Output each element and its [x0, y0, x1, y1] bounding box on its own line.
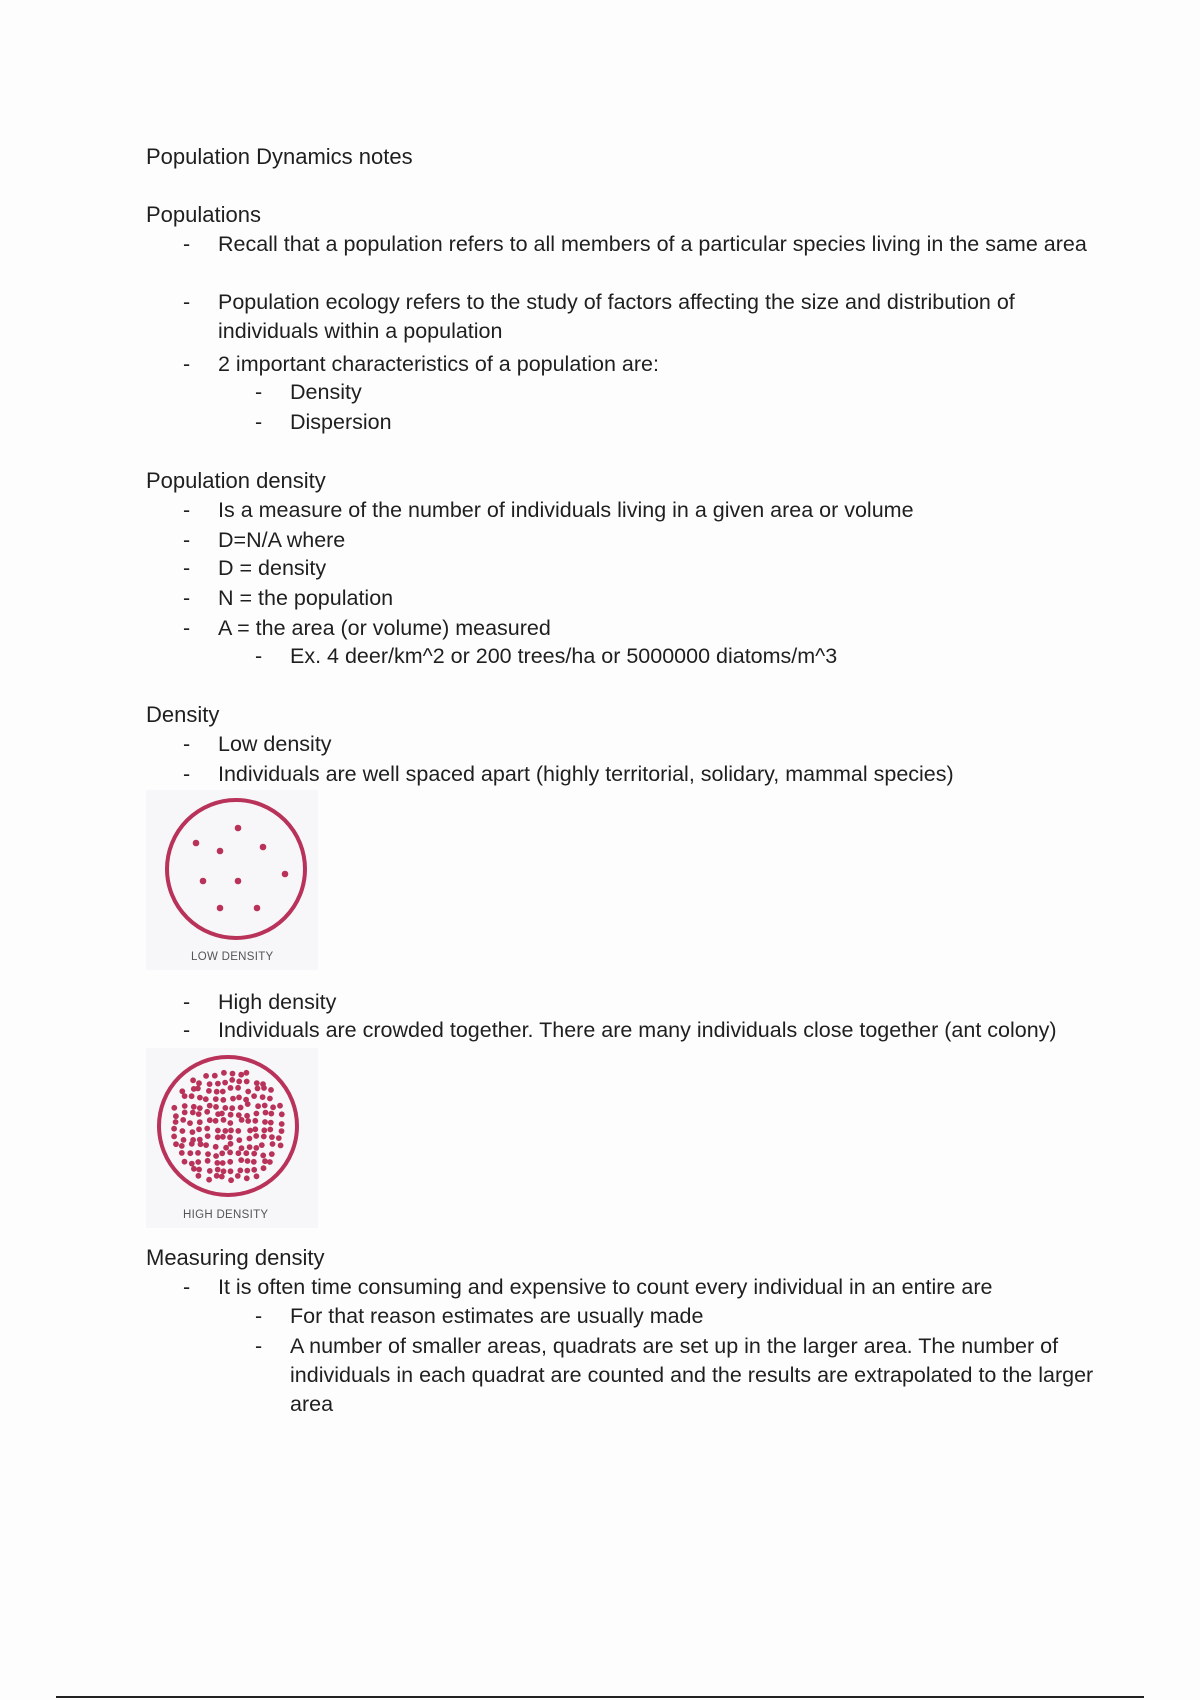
individual-dot — [276, 1135, 282, 1141]
individual-dot — [181, 1137, 187, 1143]
individual-dot — [204, 1126, 210, 1132]
individual-dot — [254, 905, 261, 912]
individual-dot — [253, 1145, 259, 1151]
individual-dot — [247, 1144, 253, 1150]
individual-dot — [213, 1118, 219, 1124]
high-density-figure — [146, 1048, 318, 1228]
individual-dot — [228, 1141, 234, 1147]
individual-dot — [182, 1103, 188, 1109]
list-item-text: Individuals are crowded together. There are many individuals close together (ant colony) — [218, 1018, 1057, 1042]
list-item-text: Recall that a population refers to all members of a particular species living in the same area — [218, 232, 1087, 256]
individual-dot — [227, 1120, 233, 1126]
individual-dot — [262, 1119, 268, 1125]
bullet-dash: - — [183, 732, 191, 756]
individual-dot — [260, 1094, 266, 1100]
individual-dot — [191, 1104, 197, 1110]
individual-dot — [254, 1173, 260, 1179]
individual-dot — [255, 1086, 261, 1092]
individual-dot — [195, 1150, 201, 1156]
individual-dot — [262, 1158, 268, 1164]
individual-dot — [206, 1088, 212, 1094]
individual-dot — [182, 1093, 188, 1099]
individual-dot — [260, 1153, 266, 1159]
high-density-diagram — [146, 1048, 318, 1198]
individual-dot — [229, 1105, 235, 1111]
individual-dot — [179, 1150, 185, 1156]
individual-dot — [219, 1150, 225, 1156]
individual-dot — [195, 1159, 201, 1165]
list-item-text: D=N/A where — [218, 528, 346, 552]
individual-dot — [269, 1151, 275, 1157]
individual-dot — [267, 1096, 273, 1102]
individual-dot — [252, 1126, 258, 1132]
individual-dot — [268, 1087, 274, 1093]
individual-dot — [270, 1141, 276, 1147]
individual-dot — [187, 1150, 193, 1156]
individual-dot — [245, 1101, 251, 1107]
individual-dot — [217, 905, 224, 912]
individual-dot — [237, 1168, 243, 1174]
individual-dot — [268, 1111, 274, 1117]
individual-dot — [222, 1105, 228, 1111]
individual-dot — [244, 1079, 250, 1085]
sub-list-item — [255, 1302, 1110, 1331]
individual-dot — [279, 1121, 285, 1127]
list-item-text: N = the population — [218, 586, 394, 610]
individual-dot — [171, 1105, 177, 1111]
individual-dot — [238, 1157, 244, 1163]
individual-dot — [203, 1096, 209, 1102]
individual-dot — [251, 1167, 257, 1173]
individual-dot — [196, 1080, 202, 1086]
individual-dot — [227, 1134, 233, 1140]
individual-dot — [182, 1110, 188, 1116]
list-item-text: Is a measure of the number of individuals living in a given area or volume — [218, 498, 914, 522]
bullet-dash: - — [255, 644, 263, 668]
list-item-text: 2 important characteristics of a population are: — [218, 352, 659, 376]
individual-dot — [213, 1104, 219, 1110]
list-item-text: Low density — [218, 732, 332, 756]
bullet-dash: - — [183, 352, 191, 376]
section-heading-measuring-density: Measuring density — [146, 1245, 325, 1270]
bullet-dash: - — [255, 1304, 263, 1328]
individual-dot — [236, 1150, 242, 1156]
individual-dot — [235, 825, 242, 832]
individual-dot — [254, 1080, 260, 1086]
sub-list-item — [255, 408, 1110, 437]
list-item — [183, 496, 1098, 525]
individual-dot — [180, 1117, 186, 1123]
individual-dot — [247, 1128, 253, 1134]
individual-dot — [189, 1141, 195, 1147]
individual-dot — [219, 1111, 225, 1117]
bullet-dash: - — [183, 1018, 191, 1042]
individual-dot — [195, 1086, 201, 1092]
individual-dot — [173, 1141, 179, 1147]
individual-dot — [215, 1081, 221, 1087]
list-item — [183, 288, 1098, 346]
individual-dot — [204, 1109, 210, 1115]
individual-dot — [228, 1128, 234, 1134]
individual-dot — [180, 1128, 186, 1134]
individual-dot — [207, 1081, 213, 1087]
list-item — [183, 526, 1098, 555]
list-item — [183, 760, 1098, 789]
individual-dot — [220, 1089, 226, 1095]
individual-dot — [244, 1168, 250, 1174]
individual-dot — [200, 878, 207, 885]
individual-dot — [227, 1159, 233, 1165]
individual-dot — [222, 1080, 228, 1086]
individual-dot — [244, 1113, 250, 1119]
individual-dot — [251, 1159, 257, 1165]
individual-dot — [221, 1117, 227, 1123]
individual-dot — [245, 1118, 251, 1124]
individual-dot — [236, 1137, 242, 1143]
individual-dot — [196, 1126, 202, 1132]
bullet-dash: - — [183, 556, 191, 580]
list-item — [183, 1273, 1098, 1302]
list-item — [183, 584, 1098, 613]
list-item-text: It is often time consuming and expensive to count every individual in an entire are — [218, 1275, 993, 1299]
bullet-dash: - — [183, 762, 191, 786]
individual-dot — [222, 1128, 228, 1134]
individual-dot — [230, 1096, 236, 1102]
individual-dot — [262, 1103, 268, 1109]
individual-dot — [196, 1173, 202, 1179]
individual-dot — [261, 1085, 267, 1091]
individual-dot — [263, 1110, 269, 1116]
individual-dot — [255, 1103, 261, 1109]
individual-dot — [252, 1118, 258, 1124]
individual-dot — [207, 1103, 213, 1109]
individual-dot — [220, 1160, 226, 1166]
individual-dot — [221, 1070, 227, 1076]
individual-dot — [217, 848, 224, 855]
individual-dot — [179, 1143, 185, 1149]
list-item-text: Population ecology refers to the study of factors affecting the size and distribution of individuals within a population — [218, 290, 1015, 343]
high-density-boundary — [159, 1057, 297, 1195]
sub-list-item — [255, 642, 1110, 671]
individual-dot — [173, 1113, 179, 1119]
individual-dot — [223, 1145, 229, 1151]
individual-dot — [243, 1150, 249, 1156]
individual-dot — [277, 1103, 283, 1109]
individual-dot — [213, 1144, 219, 1150]
page-title: Population Dynamics notes — [146, 144, 413, 169]
individual-dot — [267, 1127, 273, 1133]
individual-dot — [268, 1120, 274, 1126]
individual-dot — [203, 1073, 209, 1079]
individual-dot — [228, 1168, 234, 1174]
section-heading-population-density: Population density — [146, 468, 326, 493]
individual-dot — [261, 1134, 267, 1140]
list-item-text: A = the area (or volume) measured — [218, 616, 551, 640]
individual-dot — [245, 1089, 251, 1095]
list-item — [183, 614, 1098, 643]
individual-dot — [215, 1128, 221, 1134]
individual-dot — [203, 1142, 209, 1148]
list-item — [183, 1016, 1098, 1045]
individual-dot — [220, 1134, 226, 1140]
bullet-dash: - — [183, 990, 191, 1014]
individual-dot — [205, 1133, 211, 1139]
individual-dot — [267, 1159, 273, 1165]
individual-dot — [227, 1150, 233, 1156]
individual-dot — [239, 1117, 245, 1123]
individual-dot — [259, 1142, 265, 1148]
individual-dot — [197, 1119, 203, 1125]
low-density-diagram — [146, 790, 318, 940]
list-item — [183, 730, 1098, 759]
individual-dot — [235, 878, 242, 885]
bullet-dash: - — [255, 1334, 263, 1358]
individual-dot — [191, 1166, 197, 1172]
individual-dot — [189, 1161, 195, 1167]
individual-dot — [235, 1128, 241, 1134]
individual-dot — [235, 1173, 241, 1179]
individual-dot — [228, 1177, 234, 1183]
individual-dot — [198, 1141, 204, 1147]
individual-dot — [236, 1095, 242, 1101]
list-item — [183, 554, 1098, 583]
individual-dot — [212, 1073, 218, 1079]
list-item — [183, 350, 1098, 379]
individual-dot — [213, 1153, 219, 1159]
bullet-dash: - — [183, 1275, 191, 1299]
individual-dot — [261, 1165, 267, 1171]
individual-dot — [261, 1127, 267, 1133]
individual-dot — [197, 1105, 203, 1111]
individual-dot — [279, 1128, 285, 1134]
individual-dot — [239, 1145, 245, 1151]
bullet-dash: - — [255, 380, 263, 404]
sub-list-item-text: Ex. 4 deer/km^2 or 200 trees/ha or 5000000 diatoms/m^3 — [290, 644, 838, 668]
list-item-text: D = density — [218, 556, 327, 580]
individual-dot — [244, 1070, 250, 1076]
individual-dot — [253, 1133, 259, 1139]
individual-dot — [244, 1175, 250, 1181]
individual-dot — [215, 1134, 221, 1140]
individual-dot — [173, 1119, 179, 1125]
individual-dot — [238, 1105, 244, 1111]
individual-dot — [189, 1093, 195, 1099]
individual-dot — [214, 1173, 220, 1179]
sub-list-item-text: Density — [290, 380, 362, 404]
individual-dot — [230, 1071, 236, 1077]
individual-dot — [193, 840, 200, 847]
individual-dot — [251, 1093, 257, 1099]
bullet-dash: - — [183, 232, 191, 256]
individual-dot — [221, 1168, 227, 1174]
list-item-text: High density — [218, 990, 337, 1014]
individual-dot — [219, 1174, 225, 1180]
low-density-boundary — [167, 800, 305, 938]
individual-dot — [251, 1151, 257, 1157]
individual-dot — [228, 1085, 234, 1091]
individual-dot — [215, 1167, 221, 1173]
bullet-dash: - — [255, 410, 263, 434]
individual-dot — [205, 1151, 211, 1157]
individual-dot — [182, 1159, 188, 1165]
sub-list-item-text: A number of smaller areas, quadrats are set up in the larger area. The number of individuals in each quadrat are counted and the results are extrapolated to the larger area — [290, 1334, 1094, 1416]
list-item — [183, 988, 1098, 1017]
individual-dot — [205, 1158, 211, 1164]
bullet-dash: - — [183, 290, 191, 314]
individual-dot — [236, 1079, 242, 1085]
individual-dot — [278, 1143, 284, 1149]
individual-dot — [245, 1158, 251, 1164]
individual-dot — [213, 1096, 219, 1102]
individual-dot — [260, 844, 267, 851]
section-heading-populations: Populations — [146, 202, 261, 227]
sub-list-item-text: For that reason estimates are usually made — [290, 1304, 704, 1328]
individual-dot — [229, 1077, 235, 1083]
high-density-caption: HIGH DENSITY — [183, 1209, 269, 1221]
individual-dot — [282, 871, 289, 878]
list-item — [183, 230, 1098, 259]
individual-dot — [196, 1111, 202, 1117]
bullet-dash: - — [183, 586, 191, 610]
individual-dot — [238, 1072, 244, 1078]
individual-dot — [190, 1077, 196, 1083]
individual-dot — [196, 1167, 202, 1173]
sub-list-item — [255, 378, 1110, 407]
individual-dot — [171, 1134, 177, 1140]
individual-dot — [269, 1134, 275, 1140]
individual-dot — [279, 1111, 285, 1117]
individual-dot — [228, 1112, 234, 1118]
individual-dot — [247, 1136, 253, 1142]
individual-dot — [270, 1104, 276, 1110]
page-bottom-rule — [56, 1696, 1144, 1698]
bullet-dash: - — [183, 616, 191, 640]
individual-dot — [187, 1120, 193, 1126]
bullet-dash: - — [183, 528, 191, 552]
individual-dot — [214, 1089, 220, 1095]
list-item-text: Individuals are well spaced apart (highly territorial, solidary, mammal species) — [218, 762, 954, 786]
individual-dot — [171, 1126, 177, 1132]
individual-dot — [235, 1085, 241, 1091]
individual-dot — [197, 1095, 203, 1101]
individual-dot — [254, 1111, 260, 1117]
low-density-caption: LOW DENSITY — [191, 951, 274, 963]
sub-list-item-text: Dispersion — [290, 410, 392, 434]
sub-list-item — [255, 1332, 1110, 1419]
individual-dot — [190, 1110, 196, 1116]
individual-dot — [207, 1117, 213, 1123]
individual-dot — [220, 1097, 226, 1103]
individual-dot — [214, 1160, 220, 1166]
section-heading-density: Density — [146, 702, 220, 727]
bullet-dash: - — [183, 498, 191, 522]
individual-dot — [207, 1168, 213, 1174]
individual-dot — [206, 1177, 212, 1183]
low-density-figure — [146, 790, 318, 970]
individual-dot — [190, 1129, 196, 1135]
